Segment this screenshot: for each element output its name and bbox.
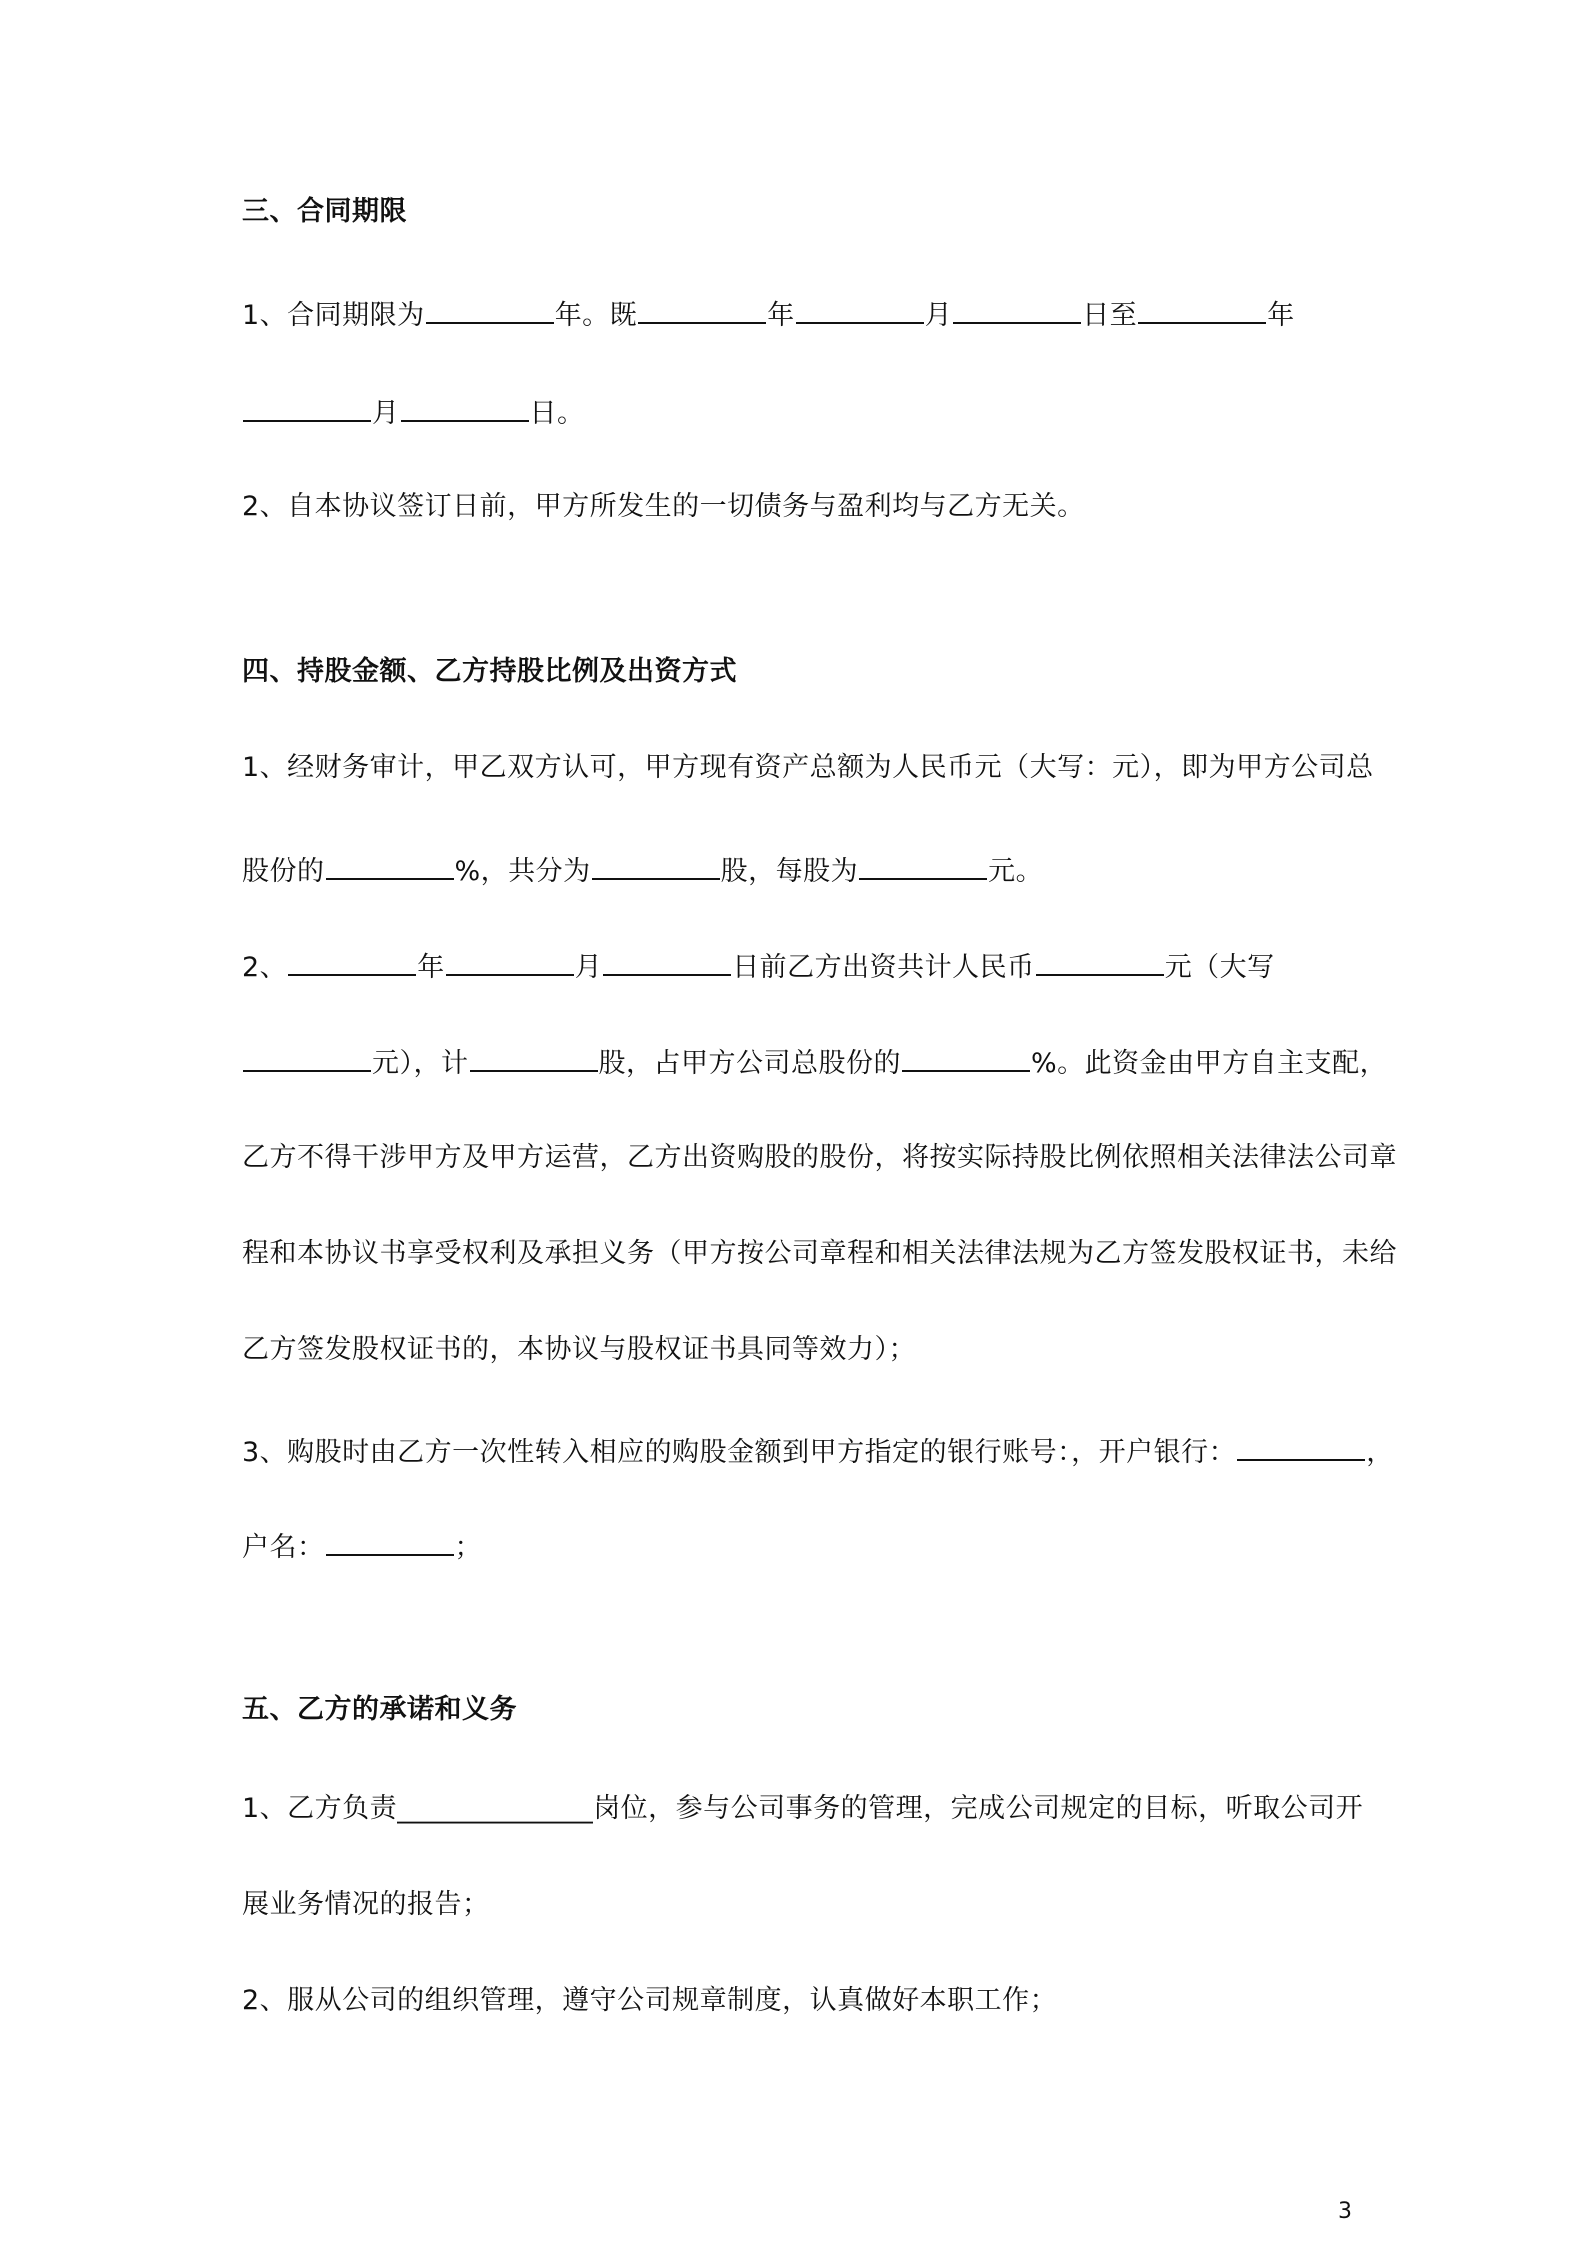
section-5-heading [242,1690,517,1730]
text: 1、经财务审计，甲乙双方认可，甲方现有资产总额为人民币元（大写：元），即为甲方公司总 [242,752,1374,783]
blank-field [1138,294,1266,324]
blank-field [326,1526,454,1556]
text: 乙方签发股权证书的，本协议与股权证书具同等效力）； [242,1334,916,1365]
text: 户名： [242,1532,325,1563]
text: ； [454,1532,482,1563]
text: 日。 [529,398,585,429]
blank-field [902,1042,1030,1072]
text: 元），计 [372,1048,469,1079]
section-4-heading [242,652,737,692]
blank-field [953,294,1081,324]
section-4-item-1-line-1 [242,748,1374,788]
section-3-title: 三、合同期限 [242,196,407,227]
text: 股份的 [242,856,325,887]
blank-field [796,294,924,324]
blank-field [592,850,720,880]
text: 月 [924,300,953,331]
text: 月 [574,952,603,983]
blank-field [426,294,554,324]
text: 元。 [988,856,1044,887]
section-4-item-3-line-1 [242,1431,1394,1473]
text: 月 [372,398,400,429]
blank-field [1036,946,1164,976]
text: 元（大写 [1164,952,1275,983]
section-4-item-3-line-2 [242,1526,482,1568]
text: 股，每股为 [720,856,859,887]
text: %。此资金由甲方自主支配， [1031,1048,1388,1079]
blank-field [446,946,574,976]
text: %，共分为 [454,856,591,887]
blank-field [326,850,454,880]
section-3-item-1-line-2 [242,392,585,434]
blank-field [638,294,766,324]
section-5-item-1-line-1 [242,1789,1363,1829]
blank-field [401,392,529,422]
section-4-item-2-line-5 [242,1330,916,1370]
text: 岗位，参与公司事务的管理，完成公司规定的目标，听取公司开 [593,1793,1364,1824]
text: 年 [1267,300,1295,331]
section-5-item-1-line-2 [242,1885,490,1925]
text: 日前乙方出资共计人民币 [732,952,1035,983]
blank-field [1237,1431,1365,1461]
text: 年 [767,300,795,331]
section-3-item-2 [242,487,1085,527]
blank-field [243,392,371,422]
text: 年。既 [554,300,638,331]
underscore-blank: ______________ [397,1793,594,1824]
section-5-title: 五、乙方的承诺和义务 [242,1694,517,1725]
blank-field [859,850,987,880]
section-4-item-2-line-3 [242,1138,1397,1178]
section-3-heading [242,192,407,232]
section-4-item-2-line-1 [242,946,1275,988]
page-number: 3 [1338,2199,1352,2224]
section-4-item-1-line-2 [242,850,1043,892]
blank-field [243,1042,371,1072]
text: 年 [417,952,445,983]
text: 股，占甲方公司总股份的 [598,1048,901,1079]
text: 2、服从公司的组织管理，遵守公司规章制度，认真做好本职工作； [242,1985,1058,2016]
text: 日至 [1082,300,1138,331]
section-4-item-2-line-2 [242,1042,1387,1084]
text: 展业务情况的报告； [242,1889,490,1920]
blank-field [603,946,731,976]
section-4-item-2-line-4 [242,1234,1397,1274]
text: 3、购股时由乙方一次性转入相应的购股金额到甲方指定的银行账号：，开户银行： [242,1437,1237,1468]
section-3-item-1-line-1 [242,294,1295,336]
text: 程和本协议书享受权利及承担义务（甲方按公司章程和相关法律法规为乙方签发股权证书，未给 [242,1238,1397,1269]
blank-field [288,946,416,976]
section-5-item-2 [242,1981,1057,2021]
text: 2、 [242,952,288,983]
text: ， [1366,1437,1394,1468]
text: 1、合同期限为 [242,300,425,331]
text: 2、自本协议签订日前，甲方所发生的一切债务与盈利均与乙方无关。 [242,491,1085,522]
blank-field [470,1042,598,1072]
text: 乙方不得干涉甲方及甲方运营，乙方出资购股的股份，将按实际持股比例依照相关法律法公司章 [242,1142,1397,1173]
section-4-title: 四、持股金额、乙方持股比例及出资方式 [242,656,737,687]
text: 1、乙方负责 [242,1793,398,1824]
